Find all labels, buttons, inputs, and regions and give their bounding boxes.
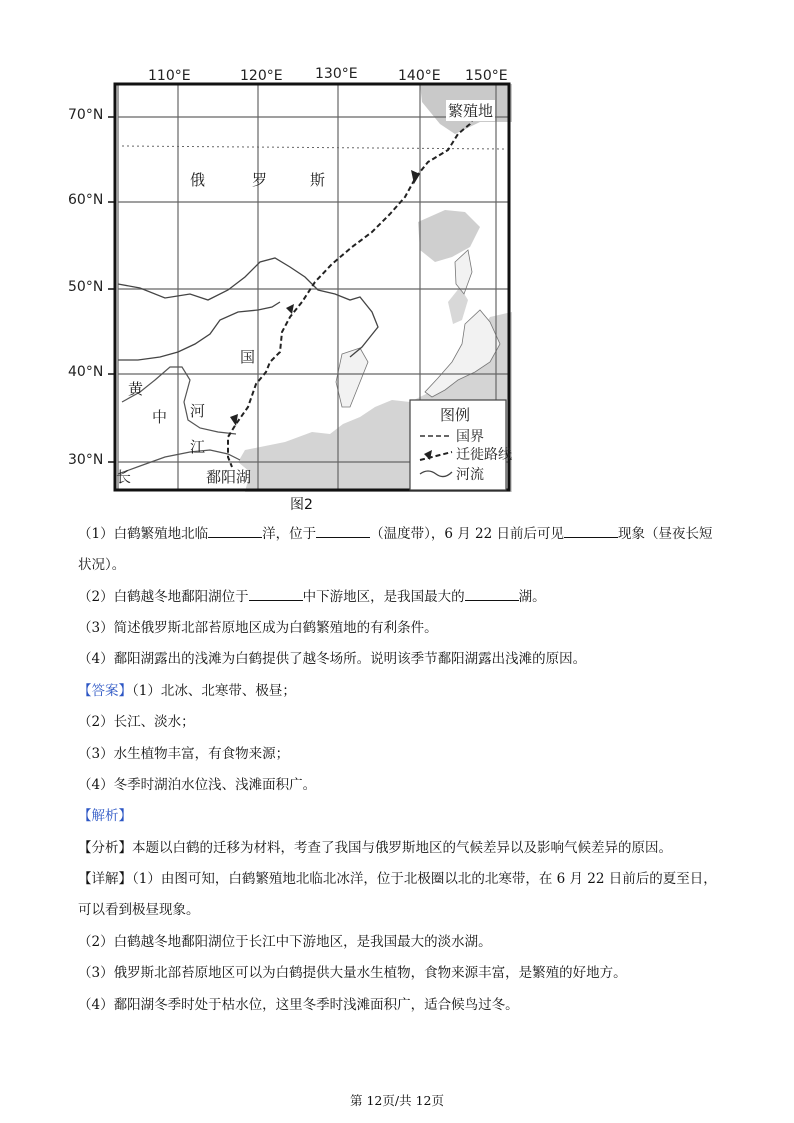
lon-label-110: 110°E <box>148 68 191 84</box>
legend-border-label: 国界 <box>456 429 484 445</box>
route-arrow-2 <box>286 304 294 314</box>
lon-label-130: 130°E <box>315 66 358 82</box>
question-4: （4）鄱阳湖露出的浅滩为白鹤提供了越冬场所。说明该季节鄱阳湖露出浅滩的原因。 <box>78 651 587 667</box>
analysis-detail-2: （2）白鹤越冬地鄱阳湖位于长江中下游地区，是我国最大的淡水湖。 <box>78 934 492 950</box>
lat-label-50: 50°N <box>68 279 104 295</box>
answer-2: （2）长江、淡水； <box>78 714 195 730</box>
q2-blank-2 <box>465 587 519 601</box>
national-border <box>118 258 378 360</box>
analysis-detail-1b: 可以看到极昼现象。 <box>78 902 200 918</box>
question-3: （3）简述俄罗斯北部苔原地区成为白鹤繁殖地的有利条件。 <box>78 620 438 636</box>
answer-3: （3）水生植物丰富，有食物来源； <box>78 746 290 762</box>
q1-part-c: （温度带），6 月 22 日前后可见 <box>370 526 564 542</box>
xiangjie-tag: 【详解】 <box>78 871 132 887</box>
fenxi-text: 本题以白鹤的迁移为材料，考查了我国与俄罗斯地区的气候差异以及影响气候差异的原因。 <box>132 840 672 856</box>
q1-part-b: 洋，位于 <box>262 526 317 542</box>
figure-caption: 图2 <box>290 497 313 513</box>
lon-label-120: 120°E <box>240 68 283 84</box>
route-arrow-3 <box>230 414 238 426</box>
poyang-lake-label: 鄱阳湖 <box>206 468 252 486</box>
question-1-cont: 状况）。 <box>78 557 126 573</box>
analysis-detail-4: （4）鄱阳湖冬季时处于枯水位，这里冬季时浅滩面积广，适合候鸟过冬。 <box>78 997 519 1013</box>
q1-blank-1 <box>208 524 262 538</box>
breeding-ground-label: 繁殖地 <box>448 102 494 120</box>
lon-label-140: 140°E <box>398 68 441 84</box>
q2-part-b: 中下游地区，是我国最大的 <box>302 589 465 605</box>
q2-part-c: 湖。 <box>518 589 546 605</box>
changjiang-char: 长 <box>116 468 132 486</box>
analysis-detail-3: （3）俄罗斯北部苔原地区可以为白鹤提供大量水生植物，食物来源丰富，是繁殖的好地方。 <box>78 965 627 981</box>
river-char-jiang: 江 <box>190 438 206 456</box>
answer-line-1 <box>78 681 728 701</box>
question-1 <box>78 524 728 544</box>
answer-tag: 【答案】 <box>78 683 132 699</box>
lat-label-60: 60°N <box>68 192 104 208</box>
q1-part-d: 现象（昼夜长短 <box>618 526 713 542</box>
q2-part-a: （2）白鹤越冬地鄱阳湖位于 <box>78 589 249 605</box>
china-char-guo: 国 <box>240 348 256 366</box>
lat-label-40: 40°N <box>68 364 104 380</box>
china-char-zhong: 中 <box>152 408 168 426</box>
migration-map-figure <box>60 62 520 517</box>
lat-label-70: 70°N <box>68 107 104 123</box>
legend-river-label: 河流 <box>456 467 484 483</box>
analysis-fenxi <box>78 838 728 858</box>
analysis-tag: 【解析】 <box>78 808 132 824</box>
legend-route-label: 迁徙路线 <box>456 447 512 463</box>
detail-1a: （1）由图可知，白鹤繁殖地北临北冰洋，位于北极圈以北的北寒带，在 6 月 22 日前后的夏至日， <box>132 871 717 887</box>
answer-1: （1）北冰、北寒带、极昼； <box>132 683 296 699</box>
russia-char-2: 罗 <box>252 171 268 189</box>
page-footer: 第 12页/共 12页 <box>350 1093 444 1108</box>
q1-blank-3 <box>564 524 618 538</box>
fenxi-tag: 【分析】 <box>78 840 132 856</box>
question-2 <box>78 587 728 607</box>
russia-char-3: 斯 <box>310 171 326 189</box>
analysis-detail-1 <box>78 869 728 889</box>
q1-part-a: （1）白鹤繁殖地北临 <box>78 526 209 542</box>
yellow-river-char: 黄 <box>128 380 144 398</box>
map-svg <box>60 62 520 517</box>
river-char-he: 河 <box>190 402 206 420</box>
q2-blank-1 <box>249 587 303 601</box>
answer-4: （4）冬季时湖泊水位浅、浅滩面积广。 <box>78 777 317 793</box>
russia-char-1: 俄 <box>190 171 206 189</box>
q1-blank-2 <box>316 524 370 538</box>
legend-title: 图例 <box>440 406 471 424</box>
lat-label-30: 30°N <box>68 452 104 468</box>
lon-label-150: 150°E <box>465 68 508 84</box>
